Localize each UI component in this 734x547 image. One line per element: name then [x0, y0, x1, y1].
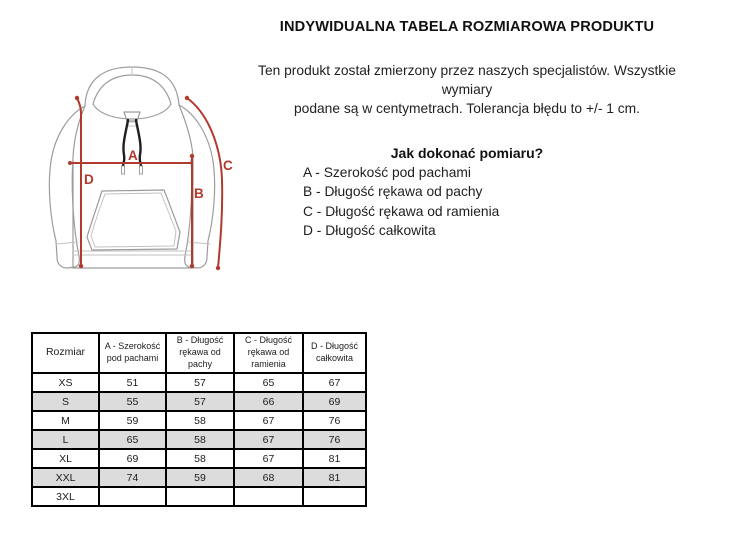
value-cell: 76	[303, 430, 366, 449]
measure-dot	[79, 264, 83, 268]
aglet-right	[139, 166, 142, 174]
value-cell: 65	[234, 373, 303, 392]
column-header-a: A - Szerokość pod pachami	[99, 333, 166, 373]
table-row	[32, 392, 366, 411]
column-header-d: D - Długość całkowita	[303, 333, 366, 373]
size-cell: XL	[32, 449, 99, 468]
intro-line-2: podane są w centymetrach. Tolerancja błędu to +/- 1 cm.	[293, 101, 640, 116]
value-cell: 57	[166, 392, 234, 411]
value-cell: 65	[99, 430, 166, 449]
size-table-body	[32, 373, 366, 506]
value-cell: 67	[234, 430, 303, 449]
value-cell: 51	[99, 373, 166, 392]
value-cell: 67	[303, 373, 366, 392]
table-row	[32, 449, 366, 468]
size-cell: XXL	[32, 468, 99, 487]
value-cell: 69	[99, 449, 166, 468]
measure-dot	[216, 266, 220, 270]
measure-dot	[185, 96, 189, 100]
measure-dot	[190, 264, 194, 268]
size-cell: M	[32, 411, 99, 430]
pocket-inner-seam	[91, 193, 176, 247]
measure-label-a: A	[128, 148, 138, 163]
value-cell: 68	[234, 468, 303, 487]
table-row	[32, 411, 366, 430]
measure-label-c: C	[223, 158, 233, 173]
pocket	[87, 190, 180, 250]
value-cell: 67	[234, 411, 303, 430]
column-header-size: Rozmiar	[32, 333, 99, 373]
aglet-left	[121, 166, 124, 174]
value-cell: 74	[99, 468, 166, 487]
page-title: INDYWIDUALNA TABELA ROZMIAROWA PRODUKTU	[279, 19, 655, 35]
measure-label-b: B	[194, 186, 204, 201]
table-row	[32, 373, 366, 392]
column-header-c: C - Długość rękawa od ramienia	[234, 333, 303, 373]
measure-dot	[75, 96, 79, 100]
measure-guide-heading: Jak dokonać pomiaru?	[390, 145, 544, 161]
value-cell: 57	[166, 373, 234, 392]
measure-guide-list	[240, 163, 694, 240]
column-header-b: B - Długość rękawa od pachy	[166, 333, 234, 373]
left-sleeve	[49, 106, 85, 268]
measure-dot	[190, 154, 194, 158]
value-cell: 66	[234, 392, 303, 411]
guide-item-c: C - Długość rękawa od ramienia	[303, 203, 500, 219]
left-cuff-seam	[56, 242, 78, 244]
size-cell: 3XL	[32, 487, 99, 506]
value-cell: 58	[166, 430, 234, 449]
header-row	[32, 333, 366, 373]
text-column	[240, 12, 694, 240]
intro-text	[240, 61, 694, 118]
guide-item-d: D - Długość całkowita	[303, 222, 436, 238]
measure-dot	[68, 161, 72, 165]
value-cell	[166, 487, 234, 506]
guide-item-b: B - Długość rękawa od pachy	[303, 184, 483, 200]
value-cell	[234, 487, 303, 506]
value-cell: 67	[234, 449, 303, 468]
value-cell: 58	[166, 449, 234, 468]
table-row	[32, 430, 366, 449]
value-cell: 58	[166, 411, 234, 430]
guide-item-a: A - Szerokość pod pachami	[303, 165, 471, 180]
value-cell: 81	[303, 468, 366, 487]
table-row	[32, 487, 366, 506]
size-table	[31, 332, 367, 507]
hoodie-diagram	[28, 60, 240, 295]
value-cell	[303, 487, 366, 506]
value-cell: 76	[303, 411, 366, 430]
size-table-header	[32, 333, 366, 373]
neckline	[124, 112, 140, 121]
right-armhole-seam	[179, 105, 193, 157]
size-cell: S	[32, 392, 99, 411]
value-cell: 55	[99, 392, 166, 411]
value-cell: 59	[99, 411, 166, 430]
value-cell	[99, 487, 166, 506]
neck-label	[128, 122, 136, 126]
measure-label-d: D	[84, 172, 94, 187]
value-cell: 81	[303, 449, 366, 468]
size-cell: XS	[32, 373, 99, 392]
value-cell: 69	[303, 392, 366, 411]
value-cell: 59	[166, 468, 234, 487]
table-row	[32, 468, 366, 487]
size-cell: L	[32, 430, 99, 449]
intro-line-1: Ten produkt został zmierzony przez naszych specjalistów. Wszystkie wymiary	[258, 63, 676, 97]
